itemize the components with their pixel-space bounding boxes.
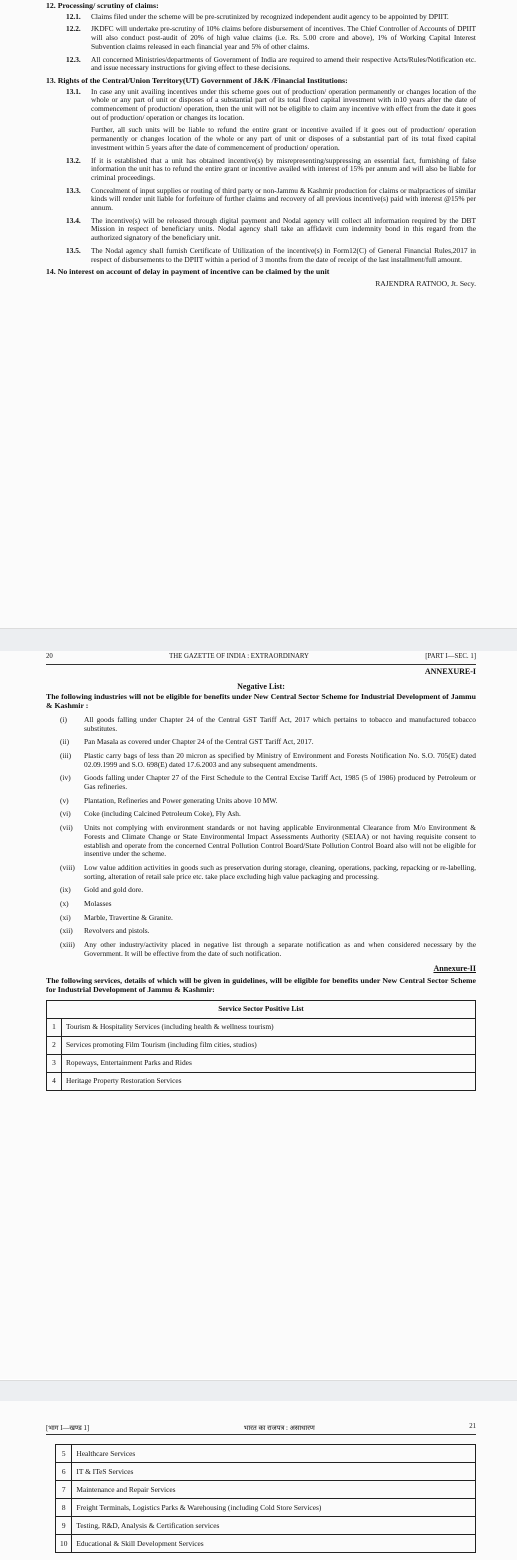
annexure-2-title: Annexure-II: [433, 963, 476, 973]
document-page-3: [0, 1401, 517, 1560]
section-13-heading: 13. Rights of the Central/Union Territory(UT) Government of J&K /Financial Institutions:: [46, 75, 348, 85]
section-12-heading: 12. Processing/ scrutiny of claims:: [46, 1, 159, 10]
clause-12-2: [66, 25, 476, 51]
negative-list-item: [60, 797, 476, 806]
clause-number: 13.4.: [66, 215, 81, 225]
clause-text: JKDFC will undertake pre-scrutiny of 10% claims before disbursement of incentives. The Chief Controller of Accounts of DPIIT will also conduct post-audit of 20% of high value claims (i.e. Rs. 5.00 crore and above), 1% of Working Capital Interest Subvention claims released in each financial year and 5% of other claims.: [91, 24, 476, 51]
item-text: Goods falling under Chapter 27 of the First Schedule to the Central Excise Tariff Act, 1985 (5 of 1986) produced by Petroleum or Gas refineries.: [84, 773, 476, 792]
page1-content: [46, 2, 476, 289]
table-row: [56, 1463, 476, 1481]
page-header: [46, 653, 476, 660]
clause-13-5: [66, 247, 476, 264]
item-number: (vii): [60, 823, 73, 833]
part-section: [भाग I—खण्ड 1]: [46, 1425, 90, 1432]
positive-list-intro: The following services, details of which will be given in guidelines, will be eligible for benefits under New Central Sector Scheme for Industrial Development of Jammu & Kashmir:: [46, 976, 476, 994]
table-row: [56, 1445, 476, 1463]
negative-list-item: [60, 774, 476, 791]
item-text: Marble, Travertine & Granite.: [84, 912, 173, 922]
row-text: Services promoting Film Tourism (including film cities, studios): [62, 1036, 476, 1054]
header-rule: [46, 664, 476, 665]
clause-13-3: [66, 187, 476, 213]
clause-text: The Nodal agency shall furnish Certificate of Utilization of the incentive(s) in Form12(C) of General Financial Rules,2017 in respect of disbursements to the DPIIT within a period of 3 months from the date of receipt of the last installment/full amount.: [91, 245, 476, 264]
clause-text: Claims filed under the scheme will be pre-scrutinized by recognized independent audit agency to be appointed by DPIIT.: [91, 11, 449, 21]
negative-list-item: [60, 927, 476, 936]
row-number: 5: [56, 1445, 72, 1463]
negative-list-item: [60, 886, 476, 895]
negative-list-item: [60, 738, 476, 747]
item-number: (x): [60, 899, 69, 909]
clause-13-4: [66, 217, 476, 243]
row-text: Freight Terminals, Logistics Parks & Warehousing (including Cold Store Services): [72, 1499, 476, 1517]
row-text: Healthcare Services: [72, 1445, 476, 1463]
service-sector-table: [46, 1000, 476, 1091]
table-header-row: [47, 1000, 476, 1018]
table-row: [56, 1499, 476, 1517]
table-title: Service Sector Positive List: [47, 1000, 476, 1018]
gazette-title: भारत का राजपत्र : असाधारण: [243, 1425, 315, 1432]
item-text: Any other industry/activity placed in negative list through a separate notification as and when considered necessary by the Government. It will be effective from the date of such notification.: [84, 940, 476, 958]
page-separator: [0, 1380, 517, 1402]
clause-13-1: [66, 88, 476, 123]
clause-text: The incentive(s) will be released through digital payment and Nodal agency will collect all information required by the DBT Mission in respect of beneficiary units. Nodal agency shall take an affidavit cum indemnity bond in this regard from the authorized signatory of the beneficiary unit.: [91, 215, 476, 243]
row-text: Heritage Property Restoration Services: [62, 1072, 476, 1090]
negative-list-item: [60, 914, 476, 923]
row-text: Testing, R&D, Analysis & Certification services: [72, 1517, 476, 1535]
clause-number: 13.3.: [66, 185, 81, 195]
page-number: 20: [46, 653, 53, 660]
clause-text: Concealment of input supplies or routing of third party or non-Jammu & Kashmir production for claims or malpractices of similar kinds will render unit liable for forfeiture of further claims and recovery of all previous incentive(s) paid with interest @15% per annum.: [91, 185, 476, 213]
item-number: (iv): [60, 773, 71, 783]
item-text: Plantation, Refineries and Power generating Units above 10 MW.: [84, 795, 278, 805]
item-number: (xii): [60, 926, 73, 936]
item-text: Revolvers and pistols.: [84, 926, 150, 936]
clause-13-1-further: Further, all such units will be liable to refund the entire grant or incentive availed if it goes out of production/ operation permanently or changes location of the whole or any part of unit or disposes of a substantial part of its total fixed capital investment within 5 years after the date of commencement of production/ operation.: [91, 125, 476, 152]
annexure-1-title: ANNEXURE-I: [424, 667, 476, 676]
clause-text: In case any unit availing incentives under this scheme goes out of production/ operation permanently or changes location of the whole or any part of unit or disposes of a substantial part of its total fixed capital investment with in10 years after the date of commencement of production/ operation, then the unit will not be eligible to claim any incentive with effect from the date it goes out of production/ operation or changes its location.: [91, 86, 476, 122]
service-sector-table-continued: [55, 1444, 476, 1553]
document-page-1: [0, 0, 517, 628]
part-section: [PART I—SEC. 1]: [425, 653, 476, 660]
page-number: 21: [469, 1423, 476, 1430]
row-number: 1: [47, 1018, 62, 1036]
item-text: Units not complying with environment standards or not having applicable Environmental Clearance from M/o Environment & Forests and Climate Change or State Environmental Impact Assessments Authority (SEIAA) or not having requisite consent to establish and operate from the concerned Central Pollution Control Board/State Pollution Control Board also will not be eligible for insentive under the scheme.: [84, 823, 476, 859]
row-number: 2: [47, 1036, 62, 1054]
negative-list-item: [60, 900, 476, 909]
clause-text: If it is established that a unit has obtained incentive(s) by misrepresenting/suppressing an essential fact, furnishing of false information the unit has to refund the entire grant or incentive availed with interest of 15% per annum and will also be liable for criminal proceedings.: [91, 155, 476, 182]
item-text: Molasses: [84, 899, 112, 909]
row-text: Tourism & Hospitality Services (including health & wellness tourism): [62, 1018, 476, 1036]
row-number: 10: [56, 1535, 72, 1553]
item-number: (viii): [60, 862, 75, 872]
row-number: 9: [56, 1517, 72, 1535]
item-text: Low value addition activities in goods such as preservation during storage, cleaning, operations, packing, repacking or re-labelling, sorting, alteration of retail sale price etc. take place excluding high value packaging and processing.: [84, 862, 476, 881]
clause-text: All concerned Ministries/departments of Government of India are required to amend their respective Acts/Rules/Notification etc. and issue necessary instructions for giving effect to these decisions.: [91, 54, 476, 73]
signature: RAJENDRA RATNOO, Jt. Secy.: [375, 278, 476, 288]
clause-number: 12.3.: [66, 54, 81, 64]
table-row: [47, 1036, 476, 1054]
clause-13-2: [66, 157, 476, 183]
row-number: 6: [56, 1463, 72, 1481]
gazette-title: THE GAZETTE OF INDIA : EXTRAORDINARY: [169, 653, 309, 660]
negative-list-item: [60, 864, 476, 881]
negative-list-item: [60, 716, 476, 733]
negative-list-title: Negative List:: [237, 681, 285, 691]
negative-list-item: [60, 810, 476, 819]
item-number: (v): [60, 795, 69, 805]
row-number: 8: [56, 1499, 72, 1517]
item-number: (vi): [60, 809, 71, 819]
negative-list-item: [60, 941, 476, 958]
row-text: Educational & Skill Development Services: [72, 1535, 476, 1553]
clause-12-1: [66, 13, 476, 22]
table-row: [47, 1018, 476, 1036]
row-number: 7: [56, 1481, 72, 1499]
item-number: (xi): [60, 912, 71, 922]
clause-number: 12.2.: [66, 24, 81, 34]
row-text: IT & ITeS Services: [72, 1463, 476, 1481]
item-text: All goods falling under Chapter 24 of the Central GST Tariff Act, 2017 which pertains to tobacco and manufactured tobacco substitutes.: [84, 714, 476, 733]
item-number: (ii): [60, 737, 70, 747]
clause-12-3: [66, 56, 476, 73]
clause-number: 13.1.: [66, 86, 81, 96]
page-separator: [0, 628, 517, 652]
item-number: (iii): [60, 750, 72, 760]
table-row: [56, 1481, 476, 1499]
table-row: [56, 1535, 476, 1553]
clause-number: 13.2.: [66, 155, 81, 165]
item-number: (i): [60, 714, 67, 724]
row-text: Maintenance and Repair Services: [72, 1481, 476, 1499]
item-number: (ix): [60, 885, 71, 895]
negative-list-intro: The following industries will not be eligible for benefits under New Central Sector Scheme for Industrial Development of Jammu & Kashmir :: [46, 692, 476, 711]
row-text: Ropeways, Entertainment Parks and Rides: [62, 1054, 476, 1072]
table-row: [56, 1517, 476, 1535]
item-text: Coke (including Calcined Petroleum Coke), Fly Ash.: [84, 809, 241, 819]
document-page-2: [0, 651, 517, 1379]
row-number: 3: [47, 1054, 62, 1072]
header-rule: [46, 1434, 476, 1435]
clause-number: 12.1.: [66, 11, 81, 21]
clause-number: 13.5.: [66, 245, 81, 255]
page2-content: [46, 668, 476, 1091]
item-text: Plastic carry bags of less than 20 micron as specified by Ministry of Environment and Forests Notification No. S.O. 705(E) dated 02.09.1999 and S.O. 698(E) dated 17.6.2003 and any subsequent amendments.: [84, 750, 476, 769]
row-number: 4: [47, 1072, 62, 1090]
page-header: [46, 1423, 476, 1432]
negative-list-item: [60, 752, 476, 769]
negative-list-item: [60, 824, 476, 859]
section-14: 14. No interest on account of delay in payment of incentive can be claimed by the unit: [46, 267, 330, 277]
table-row: [47, 1072, 476, 1090]
table-row: [47, 1054, 476, 1072]
service-sector-table: [55, 1444, 476, 1553]
item-text: Pan Masala as covered under Chapter 24 of the Central GST Tariff Act, 2017.: [84, 737, 314, 747]
item-number: (xiii): [60, 940, 75, 950]
item-text: Gold and gold dore.: [84, 885, 144, 895]
